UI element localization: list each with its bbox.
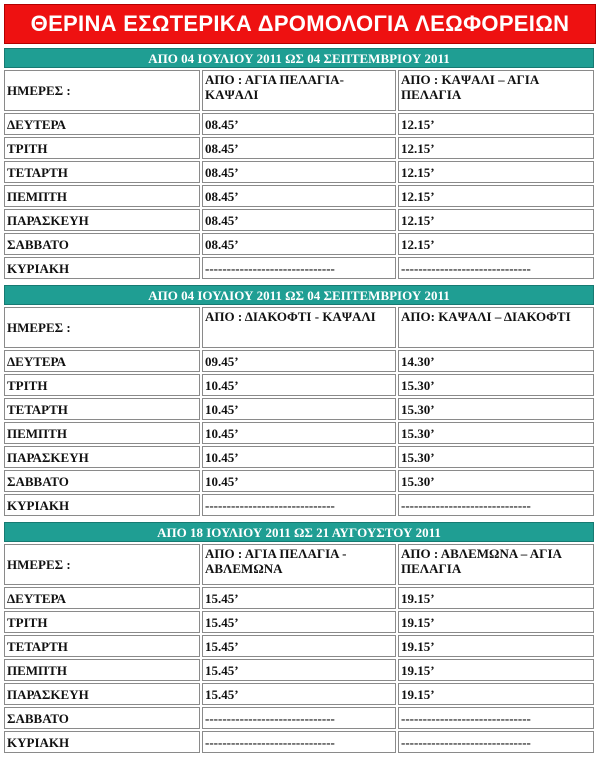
departure-time-cell: 08.45’ — [202, 161, 396, 183]
departure-time-cell: 08.45’ — [202, 185, 396, 207]
return-time-cell: 15.30’ — [398, 398, 594, 420]
route-header-row — [4, 307, 594, 348]
departure-time-cell: ------------------------------ — [202, 494, 396, 516]
timetable — [2, 46, 596, 281]
return-time-cell: 15.30’ — [398, 446, 594, 468]
table-row — [4, 683, 594, 705]
table-row — [4, 470, 594, 492]
route-return-label: ΑΠΟ : ΑΒΛΕΜΩΝΑ – ΑΓΙΑ ΠΕΛΑΓΙΑ — [398, 544, 594, 585]
schedules-container — [4, 46, 596, 755]
table-row — [4, 659, 594, 681]
departure-time-cell: 15.45’ — [202, 659, 396, 681]
route-from-label: ΑΠΟ : ΔΙΑΚΟΦΤΙ - ΚΑΨΑΛΙ — [202, 307, 396, 348]
timetable — [2, 520, 596, 755]
route-from-label: ΑΠΟ : ΑΓΙΑ ΠΕΛΑΓΙΑ-ΚΑΨΑΛΙ — [202, 70, 396, 111]
schedule-table-1 — [4, 46, 596, 281]
departure-time-cell: 09.45’ — [202, 350, 396, 372]
table-row — [4, 611, 594, 633]
day-cell: ΚΥΡΙΑΚΗ — [4, 731, 200, 753]
table-row — [4, 233, 594, 255]
departure-time-cell: 10.45’ — [202, 374, 396, 396]
return-time-cell: 15.30’ — [398, 470, 594, 492]
period-header: ΑΠΟ 04 ΙΟΥΛΙΟΥ 2011 ΩΣ 04 ΣΕΠΤΕΜΒΡΙΟΥ 2011 — [4, 285, 594, 305]
return-time-cell: ------------------------------ — [398, 731, 594, 753]
table-row — [4, 185, 594, 207]
day-cell: ΤΕΤΑΡΤΗ — [4, 398, 200, 420]
return-time-cell: ------------------------------ — [398, 494, 594, 516]
day-cell: ΤΕΤΑΡΤΗ — [4, 635, 200, 657]
return-time-cell: 12.15’ — [398, 209, 594, 231]
period-header: ΑΠΟ 04 ΙΟΥΛΙΟΥ 2011 ΩΣ 04 ΣΕΠΤΕΜΒΡΙΟΥ 2011 — [4, 48, 594, 68]
departure-time-cell: ------------------------------ — [202, 257, 396, 279]
day-cell: ΚΥΡΙΑΚΗ — [4, 494, 200, 516]
table-row — [4, 446, 594, 468]
schedule-table-3 — [4, 520, 596, 755]
table-row — [4, 587, 594, 609]
days-label: ΗΜΕΡΕΣ : — [4, 544, 200, 585]
departure-time-cell: 15.45’ — [202, 683, 396, 705]
table-row — [4, 635, 594, 657]
departure-time-cell: ------------------------------ — [202, 707, 396, 729]
table-row — [4, 209, 594, 231]
period-header-row — [4, 48, 594, 68]
return-time-cell: 19.15’ — [398, 611, 594, 633]
return-time-cell: 19.15’ — [398, 683, 594, 705]
day-cell: ΤΡΙΤΗ — [4, 611, 200, 633]
period-header-row — [4, 522, 594, 542]
day-cell: ΠΑΡΑΣΚΕΥΗ — [4, 683, 200, 705]
return-time-cell: 14.30’ — [398, 350, 594, 372]
days-label: ΗΜΕΡΕΣ : — [4, 307, 200, 348]
departure-time-cell: 15.45’ — [202, 635, 396, 657]
day-cell: ΣΑΒΒΑΤΟ — [4, 470, 200, 492]
day-cell: ΠΑΡΑΣΚΕΥΗ — [4, 446, 200, 468]
day-cell: ΠΕΜΠΤΗ — [4, 659, 200, 681]
table-row — [4, 707, 594, 729]
return-time-cell: 15.30’ — [398, 422, 594, 444]
timetable — [2, 283, 596, 518]
table-row — [4, 494, 594, 516]
return-time-cell: 19.15’ — [398, 635, 594, 657]
table-row — [4, 137, 594, 159]
day-cell: ΠΕΜΠΤΗ — [4, 422, 200, 444]
day-cell: ΠΕΜΠΤΗ — [4, 185, 200, 207]
departure-time-cell: 08.45’ — [202, 209, 396, 231]
departure-time-cell: 08.45’ — [202, 113, 396, 135]
departure-time-cell: 10.45’ — [202, 446, 396, 468]
return-time-cell: 19.15’ — [398, 659, 594, 681]
route-return-label: ΑΠΟ : ΚΑΨΑΛΙ – ΑΓΙΑ ΠΕΛΑΓΙΑ — [398, 70, 594, 111]
day-cell: ΔΕΥΤΕΡΑ — [4, 587, 200, 609]
day-cell: ΔΕΥΤΕΡΑ — [4, 350, 200, 372]
return-time-cell: 12.15’ — [398, 137, 594, 159]
schedule-table-2 — [4, 283, 596, 518]
day-cell: ΣΑΒΒΑΤΟ — [4, 233, 200, 255]
table-row — [4, 398, 594, 420]
departure-time-cell: 15.45’ — [202, 587, 396, 609]
departure-time-cell: 10.45’ — [202, 470, 396, 492]
departure-time-cell: 08.45’ — [202, 137, 396, 159]
return-time-cell: 15.30’ — [398, 374, 594, 396]
departure-time-cell: ------------------------------ — [202, 731, 396, 753]
return-time-cell: 19.15’ — [398, 587, 594, 609]
day-cell: ΠΑΡΑΣΚΕΥΗ — [4, 209, 200, 231]
return-time-cell: 12.15’ — [398, 233, 594, 255]
departure-time-cell: 15.45’ — [202, 611, 396, 633]
day-cell: ΤΡΙΤΗ — [4, 374, 200, 396]
departure-time-cell: 10.45’ — [202, 422, 396, 444]
table-row — [4, 257, 594, 279]
return-time-cell: 12.15’ — [398, 185, 594, 207]
days-label: ΗΜΕΡΕΣ : — [4, 70, 200, 111]
table-row — [4, 422, 594, 444]
period-header: ΑΠΟ 18 ΙΟΥΛΙΟΥ 2011 ΩΣ 21 ΑΥΓΟΥΣΤΟΥ 2011 — [4, 522, 594, 542]
day-cell: ΣΑΒΒΑΤΟ — [4, 707, 200, 729]
route-header-row — [4, 70, 594, 111]
day-cell: ΚΥΡΙΑΚΗ — [4, 257, 200, 279]
page-title: ΘΕΡΙΝΑ ΕΣΩΤΕΡΙΚΑ ΔΡΟΜΟΛΟΓΙΑ ΛΕΩΦΟΡΕΙΩΝ — [4, 4, 596, 44]
table-row — [4, 161, 594, 183]
period-header-row — [4, 285, 594, 305]
return-time-cell: 12.15’ — [398, 161, 594, 183]
day-cell: ΤΕΤΑΡΤΗ — [4, 161, 200, 183]
day-cell: ΔΕΥΤΕΡΑ — [4, 113, 200, 135]
table-row — [4, 731, 594, 753]
departure-time-cell: 08.45’ — [202, 233, 396, 255]
return-time-cell: 12.15’ — [398, 113, 594, 135]
day-cell: ΤΡΙΤΗ — [4, 137, 200, 159]
route-from-label: ΑΠΟ : ΑΓΙΑ ΠΕΛΑΓΙΑ - ΑΒΛΕΜΩΝΑ — [202, 544, 396, 585]
route-return-label: ΑΠΟ: ΚΑΨΑΛΙ – ΔΙΑΚΟΦΤΙ — [398, 307, 594, 348]
departure-time-cell: 10.45’ — [202, 398, 396, 420]
return-time-cell: ------------------------------ — [398, 707, 594, 729]
table-row — [4, 350, 594, 372]
table-row — [4, 113, 594, 135]
return-time-cell: ------------------------------ — [398, 257, 594, 279]
table-row — [4, 374, 594, 396]
route-header-row — [4, 544, 594, 585]
